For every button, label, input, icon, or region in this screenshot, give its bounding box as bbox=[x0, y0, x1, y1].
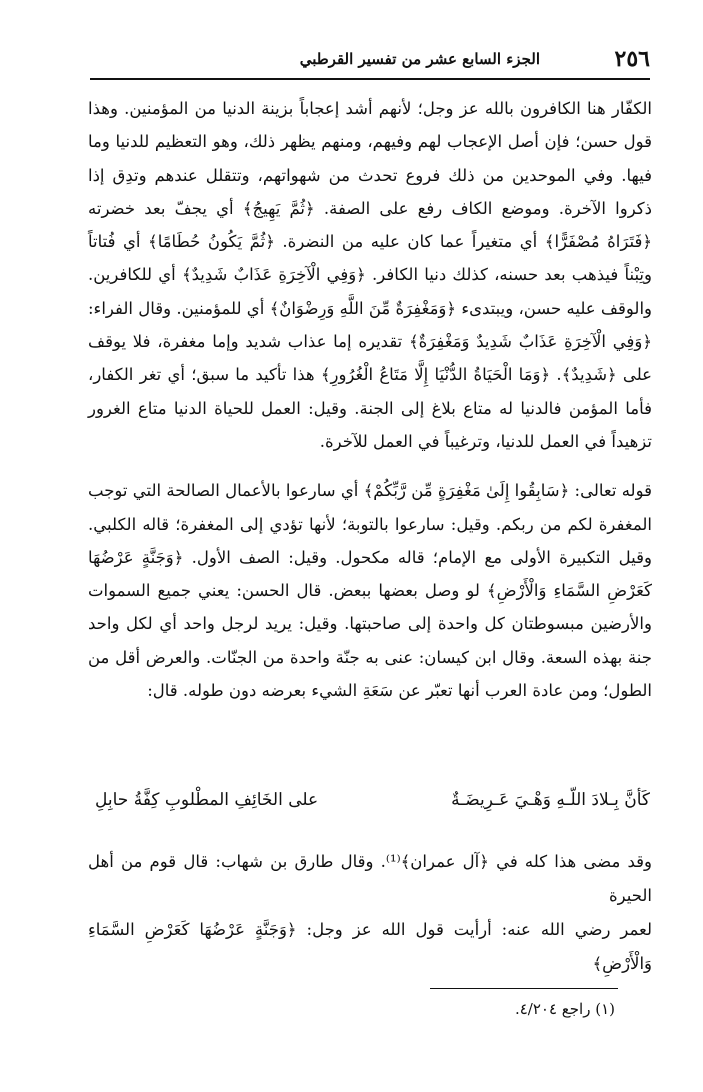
page-number: ٢٥٦ bbox=[614, 46, 650, 72]
main-text bbox=[88, 92, 652, 707]
running-title: الجزء السابع عشر من تفسير القرطبي bbox=[299, 50, 540, 68]
page-header bbox=[90, 46, 650, 74]
paragraph-2: قوله تعالى: ﴿سَابِقُوا إِلَىٰ مَغْفِرَةٍ مِّن رَّبِّكُمْ﴾ أي سارعوا بالأعمال الصالحة التي توجب المغفرة لكم من ربكم. وقيل: سارعوا بالتوبة؛ لأنها تؤدي إلى المغفرة؛ قاله الكلبي. وقيل التكبيرة الأولى مع الإمام؛ قاله مكحول. وقيل: الصف الأول. ﴿وَجَنَّةٍ عَرْضُهَا كَعَرْضِ السَّمَاءِ وَالْأَرْضِ﴾ لو وصل بعضها ببعض. قال الحسن: يعني جميع السموات والأرضين مبسوطتان كل واحدة إلى صاحبتها. وقيل: يريد لرجل واحد أي لكل واحد جنة بهذه السعة. وقال ابن كيسان: عنى به جنّة واحدة من الجنّات. والعرض أقل من الطول؛ ومن عادة العرب أنها تعبّر عن سَعَةِ الشيء بعرضه دون طوله. قال: bbox=[88, 481, 652, 701]
continuation-line-1: وقد مضى هذا كله في ﴿آل عمران﴾⁽¹⁾. وقال طارق بن شهاب: قال قوم من أهل الحيرة bbox=[88, 852, 652, 905]
verse-first-half: كَأنَّ بِـلادَ اللّـهِ وَهْـيَ عَـرِيضَـةٌ bbox=[451, 790, 650, 810]
verse-second-half: على الخَائِفِ المطْلوبِ كِفَّةُ حابِلِ bbox=[95, 790, 319, 810]
continuation-line-2: لعمر رضي الله عنه: أرأيت قول الله عز وجل: ﴿وَجَنَّةٍ عَرْضُهَا كَعَرْضِ السَّمَاءِ وَالْأَرْضِ﴾ bbox=[88, 920, 652, 973]
continuation-text bbox=[88, 845, 652, 981]
footnote-rule bbox=[430, 988, 618, 989]
header-rule bbox=[90, 78, 650, 80]
paragraph-1: الكفّار هنا الكافرون بالله عز وجل؛ لأنهم أشد إعجاباً بزينة الدنيا من المؤمنين. وهذا قول حسن؛ فإن أصل الإعجاب لهم وفيهم، ومنهم يظهر ذلك، وهو التعظيم للدنيا وما فيها. وفي الموحدين من ذلك فروع تحدث من شهواتهم، وتتقلل عندهم وتدِق إذا ذكروا الآخرة. وموضع الكاف رفع على الصفة. ﴿ثُمَّ يَهِيجُ﴾ أي يجفّ بعد خضرته ﴿فَتَرَاهُ مُصْفَرًّا﴾ أي متغيراً عما كان عليه من النضرة. ﴿ثُمَّ يَكُونُ حُطَامًا﴾ أي فُتاتاً وتِبْناً فيذهب بعد حسنه، كذلك دنيا الكافر. ﴿وَفِي الْآخِرَةِ عَذَابٌ شَدِيدٌ﴾ أي للكافرين. والوقف عليه حسن، ويبتدىء ﴿وَمَغْفِرَةٌ مِّنَ اللَّهِ وَرِضْوَانٌ﴾ أي للمؤمنين. وقال الفراء: ﴿وَفِي الْآخِرَةِ عَذَابٌ شَدِيدٌ وَمَغْفِرَةٌ﴾ تقديره إما عذاب شديد وإما مغفرة، فلا يوقف على ﴿شَدِيدٌ﴾. ﴿وَمَا الْحَيَاةُ الدُّنْيَا إِلَّا مَتَاعُ الْغُرُورِ﴾ هذا تأكيد ما سبق؛ أي تغر الكفار، فأما المؤمن فالدنيا له متاع بلاغ إلى الجنة. وقيل: العمل للحياة الدنيا متاع الغرور تزهيداً في العمل للدنيا، وترغيباً في العمل للآخرة. bbox=[88, 99, 652, 451]
footnote: (١) راجع ٤/٢٠٤. bbox=[514, 1000, 615, 1018]
poetry-verse bbox=[95, 790, 650, 824]
